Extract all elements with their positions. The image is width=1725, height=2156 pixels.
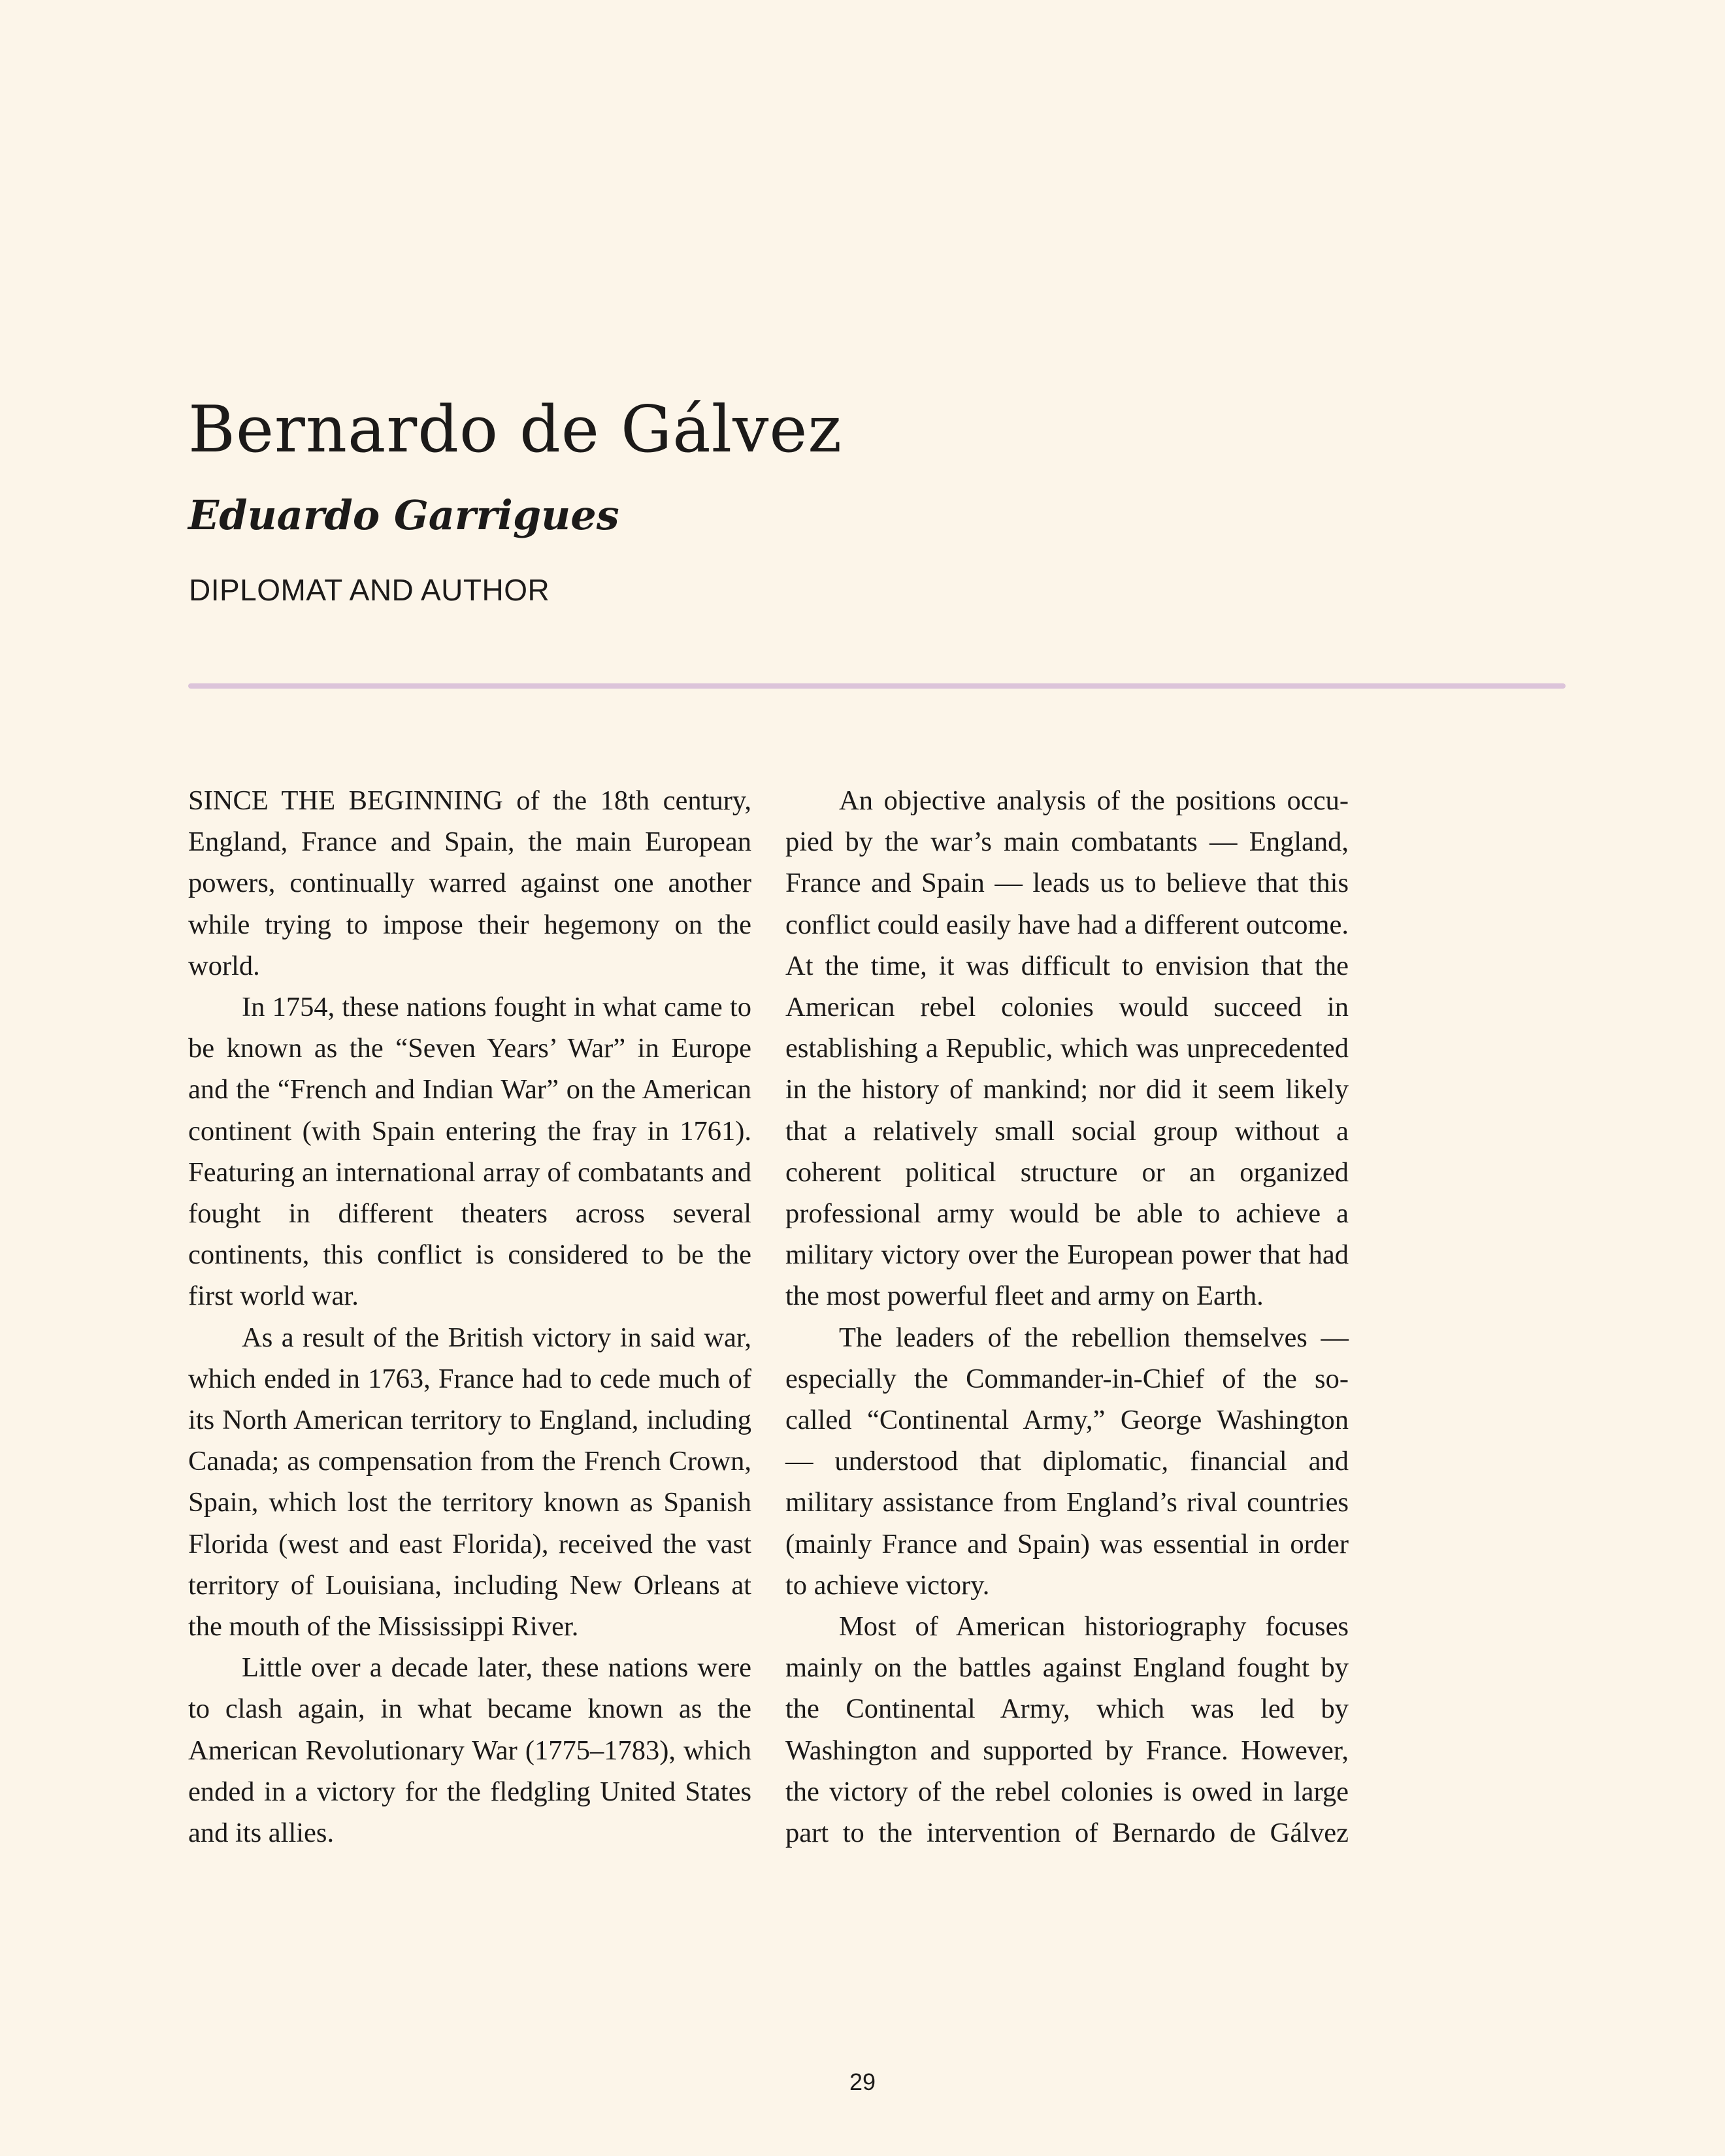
paragraph: In 1754, these nations fought in what came to be known as the “Seven Years’ War” in Europe and the “French and Indian War” on the American continent (with Spain entering the fray in 1761). Featuring an international array of combatants and fought in different theaters across several continents, this conflict is considered to be the first world war. (188, 992, 751, 1312)
paragraph: Most of American historiography focuses mainly on the battles against England fought by the Continental Army, which was led by Washington and supported by France. However, the victory of the rebel colonies is owed in large part to the intervention of Bernardo de Gálvez (785, 1611, 1349, 1849)
article-title: Bernardo de Gálvez (188, 393, 843, 467)
section-divider (188, 683, 1566, 689)
paragraph: SINCE THE BEGINNING of the 18th century, England, France and Spain, the main European powers, continually warred against one another while trying to impose their hegemony on the world. (188, 785, 751, 981)
paragraph: The leaders of the rebellion themselves — especially the Commander-in-Chief of the so-called “Continental Army,” George Washington — understood that diplomatic, financial and military assistance from England’s rival countries (mainly France and Spain) was essential in order to achieve victory. (785, 1322, 1349, 1601)
author-role: DIPLOMAT AND AUTHOR (189, 573, 550, 607)
paragraph: As a result of the British victory in said war, which ended in 1763, France had to cede much of its North American territory to England, including Canada; as compensation from the French Crown, Spain, which lost the territory known as Spanish Florida (west and east Florida), received the vast territory of Louisiana, including New Orleans at the mouth of the Mississippi River. (188, 1322, 751, 1642)
right-column (785, 780, 1349, 1854)
paragraph: An objective analysis of the positions occupied by the war’s main combatants — England, France and Spain — leads us to believe that this conflict could easily have had a different outcome. At the time, it was difficult to envision that the American rebel colonies would succeed in establishing a Republic, which was unprecedented in the history of mankind; nor did it seem likely that a relatively small social group without a coherent political structure or an organized professional army would be able to achieve a military victory over the European power that had the most powerful fleet and army on Earth. (785, 785, 1349, 1312)
left-column (188, 780, 751, 1854)
page-number: 29 (849, 2068, 876, 2095)
paragraph: Little over a decade later, these nations were to clash again, in what became known as the American Revolutionary War (1775–1783), which ended in a victory for the fledgling United States and its allies. (188, 1652, 751, 1849)
author-name: Eduardo Garrigues (188, 491, 619, 539)
